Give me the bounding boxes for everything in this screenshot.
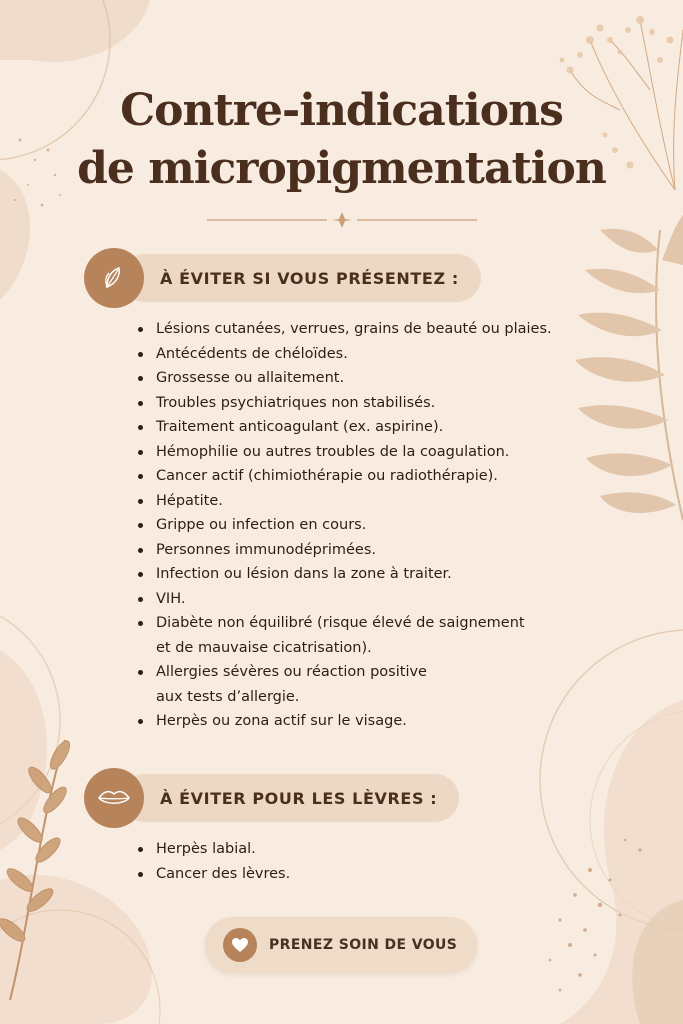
list-item-text: Antécédents de chéloïdes. (156, 345, 348, 362)
list-item (136, 464, 552, 489)
list-item (136, 862, 290, 887)
list-item (136, 317, 552, 342)
list-item-text: Grippe ou infection en cours. (156, 517, 367, 533)
list-item (136, 391, 552, 416)
lips-icon (84, 768, 144, 828)
contraindication-list-lips (136, 837, 290, 886)
list-item-text: Allergies sévères ou réaction positive (156, 664, 427, 680)
list-item-text: Herpès labial. (156, 841, 256, 857)
list-item-text: Grossesse ou allaitement. (156, 370, 345, 386)
list-item-text: Hépatite. (156, 492, 223, 509)
list-item-text: Lésions cutanées, verrues, grains de beauté ou plaies. (156, 321, 552, 337)
list-item (136, 660, 552, 709)
heart-icon (223, 928, 257, 962)
list-item-text: Hémophilie ou autres troubles de la coagulation. (156, 443, 510, 460)
list-item (136, 513, 552, 538)
section-header-lips (84, 767, 438, 829)
list-item (136, 415, 552, 440)
list-item (136, 538, 552, 563)
list-item-text: Traitement anticoagulant (ex. aspirine). (156, 419, 444, 435)
list-item-continuation: aux tests d’allergie. (156, 688, 300, 705)
list-item (136, 562, 552, 587)
page-title (0, 82, 683, 198)
list-item-text: Infection ou lésion dans la zone à traiter. (156, 566, 452, 582)
section-heading-lips: À ÉVITER POUR LES LÈVRES : (120, 774, 459, 822)
list-item-text: Diabète non équilibré (risque élevé de saignement (156, 615, 525, 631)
list-item (136, 709, 552, 734)
list-item (136, 489, 552, 514)
list-item-text: Cancer actif (chimiothérapie ou radiothérapie). (156, 468, 498, 484)
list-item-text: Troubles psychiatriques non stabilisés. (156, 394, 436, 411)
take-care-label: PRENEZ SOIN DE VOUS (269, 937, 458, 953)
section-heading-general: À ÉVITER SI VOUS PRÉSENTEZ : (120, 254, 481, 302)
title-divider (207, 210, 477, 230)
list-item-text: Cancer des lèvres. (156, 865, 291, 882)
list-item (136, 611, 552, 660)
list-item-continuation: et de mauvaise cicatrisation). (156, 639, 372, 656)
section-header-general (84, 247, 459, 309)
list-item (136, 587, 552, 612)
list-item (136, 440, 552, 465)
title-line-1: Contre-indications (120, 85, 563, 136)
list-item (136, 837, 290, 862)
leaf-icon (84, 248, 144, 308)
contraindication-list-general (136, 317, 552, 734)
take-care-button[interactable] (205, 917, 477, 973)
list-item-text: Personnes immunodéprimées. (156, 541, 376, 558)
list-item (136, 342, 552, 367)
list-item-text: VIH. (156, 590, 186, 607)
title-line-2: de micropigmentation (77, 143, 606, 194)
list-item-text: Herpès ou zona actif sur le visage. (156, 713, 407, 729)
list-item (136, 366, 552, 391)
